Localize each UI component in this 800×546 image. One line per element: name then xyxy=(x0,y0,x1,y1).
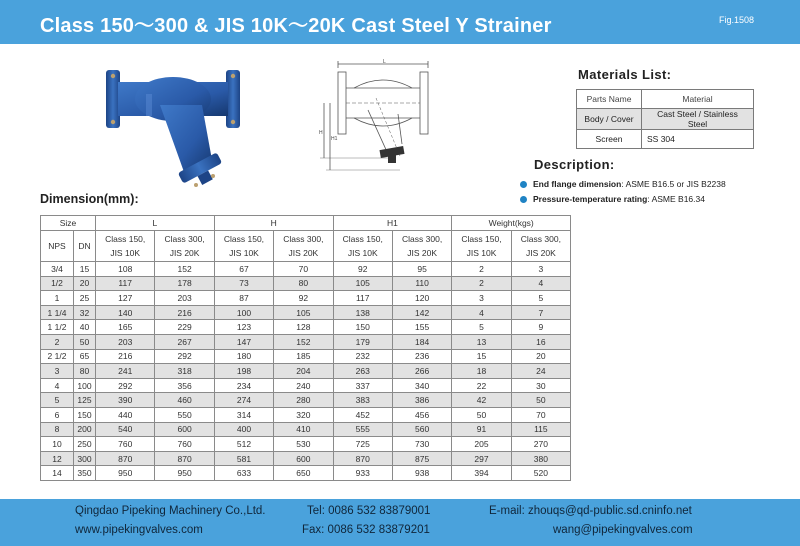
column-header: DN xyxy=(74,231,96,262)
table-cell: 50 xyxy=(511,393,570,408)
table-cell: 581 xyxy=(214,451,273,466)
table-cell: 203 xyxy=(96,334,155,349)
column-header: NPS xyxy=(41,231,74,262)
table-row xyxy=(41,349,571,364)
table-cell: 520 xyxy=(511,466,570,481)
table-row xyxy=(41,262,571,277)
table-cell: 42 xyxy=(452,393,511,408)
table-row xyxy=(41,334,571,349)
table-cell: 5 xyxy=(452,320,511,335)
dimensions-group-row xyxy=(41,216,571,231)
header-banner xyxy=(0,0,800,44)
materials-header-parts: Parts Name xyxy=(577,90,642,109)
table-cell: 1 xyxy=(41,291,74,306)
table-cell: 15 xyxy=(74,262,96,277)
column-header: Class 150, JIS 10K xyxy=(333,231,392,262)
table-cell: 200 xyxy=(74,422,96,437)
table-cell: 9 xyxy=(511,320,570,335)
table-row xyxy=(41,276,571,291)
page-title: Class 150～300 & JIS 10K～20K Cast Steel Y Strainer xyxy=(40,15,552,37)
table-cell: 560 xyxy=(392,422,451,437)
table-cell: 184 xyxy=(392,334,451,349)
table-cell: 267 xyxy=(155,334,214,349)
table-cell: 274 xyxy=(214,393,273,408)
email-primary[interactable]: E-mail: zhouqs@qd-public.sd.cninfo.net xyxy=(489,505,692,517)
table-cell: 337 xyxy=(333,378,392,393)
table-cell: 128 xyxy=(274,320,333,335)
table-row xyxy=(41,437,571,452)
table-cell: 870 xyxy=(333,451,392,466)
table-cell: 117 xyxy=(333,291,392,306)
website-link[interactable]: www.pipekingvalves.com xyxy=(75,524,203,536)
y-strainer-drawing xyxy=(310,58,450,188)
column-header: Class 150, JIS 10K xyxy=(96,231,155,262)
table-cell: 1 1/2 xyxy=(41,320,74,335)
table-cell: 87 xyxy=(214,291,273,306)
table-cell: 152 xyxy=(155,262,214,277)
table-cell: 138 xyxy=(333,305,392,320)
table-cell: 205 xyxy=(452,437,511,452)
bullet-icon xyxy=(520,181,527,188)
table-cell: 73 xyxy=(214,276,273,291)
table-cell: 25 xyxy=(74,291,96,306)
column-header: Class 300, JIS 20K xyxy=(511,231,570,262)
table-cell: 120 xyxy=(392,291,451,306)
figure-number: Fig.1508 xyxy=(718,15,754,25)
table-cell: 3/4 xyxy=(41,262,74,277)
table-row xyxy=(41,407,571,422)
table-cell: 512 xyxy=(214,437,273,452)
table-cell: 70 xyxy=(274,262,333,277)
group-header-l: L xyxy=(96,216,215,231)
table-cell: 550 xyxy=(155,407,214,422)
table-cell: 600 xyxy=(274,451,333,466)
footer-banner xyxy=(0,499,800,546)
column-header: Class 150, JIS 10K xyxy=(452,231,511,262)
table-cell: 13 xyxy=(452,334,511,349)
group-header-size: Size xyxy=(41,216,96,231)
table-cell: 540 xyxy=(96,422,155,437)
table-cell: 108 xyxy=(96,262,155,277)
table-cell: 292 xyxy=(155,349,214,364)
table-cell: 80 xyxy=(74,364,96,379)
table-cell: 452 xyxy=(333,407,392,422)
materials-header-material: Material xyxy=(642,90,754,109)
table-cell: 117 xyxy=(96,276,155,291)
table-cell: 297 xyxy=(452,451,511,466)
materials-cell: Screen xyxy=(577,130,642,149)
column-header: Class 300, JIS 20K xyxy=(155,231,214,262)
table-cell: 292 xyxy=(96,378,155,393)
description-label: Pressure-temperature rating xyxy=(533,194,648,204)
table-cell: 241 xyxy=(96,364,155,379)
table-cell: 178 xyxy=(155,276,214,291)
description-value: : ASME B16.34 xyxy=(647,194,705,204)
dimensions-body xyxy=(41,262,571,481)
table-cell: 2 xyxy=(452,262,511,277)
materials-cell: Cast Steel / Stainless Steel xyxy=(642,109,754,130)
table-cell: 390 xyxy=(96,393,155,408)
table-cell: 123 xyxy=(214,320,273,335)
table-cell: 950 xyxy=(96,466,155,481)
table-cell: 10 xyxy=(41,437,74,452)
dimensions-subheader-row xyxy=(41,231,571,262)
table-cell: 14 xyxy=(41,466,74,481)
table-cell: 100 xyxy=(214,305,273,320)
table-row xyxy=(41,422,571,437)
table-cell: 4 xyxy=(41,378,74,393)
table-cell: 110 xyxy=(392,276,451,291)
bullet-icon xyxy=(520,196,527,203)
table-cell: 240 xyxy=(274,378,333,393)
description-label: End flange dimension xyxy=(533,179,622,189)
table-cell: 216 xyxy=(155,305,214,320)
table-cell: 600 xyxy=(155,422,214,437)
table-cell: 67 xyxy=(214,262,273,277)
table-cell: 350 xyxy=(74,466,96,481)
table-cell: 216 xyxy=(96,349,155,364)
group-header-weight: Weight(kgs) xyxy=(452,216,571,231)
table-row xyxy=(41,320,571,335)
table-cell: 5 xyxy=(511,291,570,306)
description-heading: Description: xyxy=(534,157,615,172)
table-cell: 320 xyxy=(274,407,333,422)
table-cell: 150 xyxy=(74,407,96,422)
table-cell: 30 xyxy=(511,378,570,393)
table-cell: 5 xyxy=(41,393,74,408)
table-cell: 870 xyxy=(155,451,214,466)
table-cell: 234 xyxy=(214,378,273,393)
table-cell: 1 1/4 xyxy=(41,305,74,320)
table-cell: 875 xyxy=(392,451,451,466)
table-cell: 555 xyxy=(333,422,392,437)
table-cell: 150 xyxy=(333,320,392,335)
table-cell: 165 xyxy=(96,320,155,335)
table-cell: 725 xyxy=(333,437,392,452)
table-cell: 760 xyxy=(155,437,214,452)
group-header-h: H xyxy=(214,216,333,231)
table-cell: 4 xyxy=(511,276,570,291)
table-row xyxy=(41,378,571,393)
table-cell: 380 xyxy=(511,451,570,466)
table-cell: 152 xyxy=(274,334,333,349)
table-cell: 70 xyxy=(511,407,570,422)
table-cell: 460 xyxy=(155,393,214,408)
table-cell: 2 1/2 xyxy=(41,349,74,364)
table-cell: 105 xyxy=(274,305,333,320)
company-name: Qingdao Pipeking Machinery Co.,Ltd. xyxy=(75,505,266,517)
table-row xyxy=(41,393,571,408)
materials-row xyxy=(577,109,754,130)
table-cell: 950 xyxy=(155,466,214,481)
table-cell: 263 xyxy=(333,364,392,379)
table-cell: 3 xyxy=(41,364,74,379)
table-row xyxy=(41,305,571,320)
table-cell: 92 xyxy=(333,262,392,277)
table-cell: 50 xyxy=(452,407,511,422)
table-cell: 2 xyxy=(41,334,74,349)
table-cell: 410 xyxy=(274,422,333,437)
table-cell: 314 xyxy=(214,407,273,422)
table-cell: 870 xyxy=(96,451,155,466)
table-cell: 15 xyxy=(452,349,511,364)
column-header: Class 150, JIS 10K xyxy=(214,231,273,262)
table-cell: 105 xyxy=(333,276,392,291)
materials-cell: SS 304 xyxy=(642,130,754,149)
table-cell: 250 xyxy=(74,437,96,452)
table-cell: 22 xyxy=(452,378,511,393)
fax: Fax: 0086 532 83879201 xyxy=(302,524,430,536)
table-cell: 203 xyxy=(155,291,214,306)
table-cell: 386 xyxy=(392,393,451,408)
table-cell: 185 xyxy=(274,349,333,364)
table-cell: 140 xyxy=(96,305,155,320)
table-row xyxy=(41,451,571,466)
table-cell: 95 xyxy=(392,262,451,277)
materials-row xyxy=(577,130,754,149)
table-cell: 20 xyxy=(511,349,570,364)
table-cell: 147 xyxy=(214,334,273,349)
table-cell: 2 xyxy=(452,276,511,291)
table-cell: 383 xyxy=(333,393,392,408)
table-cell: 650 xyxy=(274,466,333,481)
table-cell: 266 xyxy=(392,364,451,379)
email-secondary[interactable]: wang@pipekingvalves.com xyxy=(553,524,693,536)
table-cell: 300 xyxy=(74,451,96,466)
drawing-label-h1: H1 xyxy=(331,136,338,142)
table-cell: 20 xyxy=(74,276,96,291)
description-value: : ASME B16.5 or JIS B2238 xyxy=(621,179,726,189)
table-row xyxy=(41,364,571,379)
materials-cell: Body / Cover xyxy=(577,109,642,130)
table-cell: 938 xyxy=(392,466,451,481)
table-cell: 356 xyxy=(155,378,214,393)
table-row xyxy=(41,466,571,481)
table-cell: 229 xyxy=(155,320,214,335)
table-cell: 318 xyxy=(155,364,214,379)
table-cell: 236 xyxy=(392,349,451,364)
drawing-label-l: L xyxy=(383,59,386,65)
table-cell: 125 xyxy=(74,393,96,408)
table-cell: 50 xyxy=(74,334,96,349)
description-item xyxy=(520,194,705,204)
table-cell: 3 xyxy=(452,291,511,306)
table-cell: 92 xyxy=(274,291,333,306)
dimensions-table xyxy=(40,215,571,481)
table-cell: 16 xyxy=(511,334,570,349)
table-cell: 400 xyxy=(214,422,273,437)
y-strainer-photo xyxy=(100,60,250,195)
dimensions-heading: Dimension(mm): xyxy=(40,192,139,206)
table-cell: 6 xyxy=(41,407,74,422)
table-cell: 80 xyxy=(274,276,333,291)
table-cell: 340 xyxy=(392,378,451,393)
table-cell: 12 xyxy=(41,451,74,466)
table-cell: 440 xyxy=(96,407,155,422)
table-cell: 530 xyxy=(274,437,333,452)
table-cell: 270 xyxy=(511,437,570,452)
table-cell: 91 xyxy=(452,422,511,437)
table-cell: 180 xyxy=(214,349,273,364)
table-cell: 232 xyxy=(333,349,392,364)
table-cell: 730 xyxy=(392,437,451,452)
table-cell: 179 xyxy=(333,334,392,349)
column-header: Class 300, JIS 20K xyxy=(392,231,451,262)
table-cell: 394 xyxy=(452,466,511,481)
table-cell: 280 xyxy=(274,393,333,408)
materials-table xyxy=(576,89,754,149)
group-header-h1: H1 xyxy=(333,216,452,231)
materials-header-row xyxy=(577,90,754,109)
table-cell: 7 xyxy=(511,305,570,320)
table-cell: 3 xyxy=(511,262,570,277)
table-cell: 933 xyxy=(333,466,392,481)
column-header: Class 300, JIS 20K xyxy=(274,231,333,262)
table-cell: 100 xyxy=(74,378,96,393)
table-cell: 32 xyxy=(74,305,96,320)
drawing-label-h: H xyxy=(319,130,323,136)
table-cell: 760 xyxy=(96,437,155,452)
table-cell: 633 xyxy=(214,466,273,481)
description-item xyxy=(520,179,726,189)
table-cell: 198 xyxy=(214,364,273,379)
table-cell: 4 xyxy=(452,305,511,320)
table-cell: 65 xyxy=(74,349,96,364)
table-row xyxy=(41,291,571,306)
table-cell: 456 xyxy=(392,407,451,422)
table-cell: 18 xyxy=(452,364,511,379)
table-cell: 1/2 xyxy=(41,276,74,291)
materials-heading: Materials List: xyxy=(578,67,672,82)
table-cell: 40 xyxy=(74,320,96,335)
table-cell: 24 xyxy=(511,364,570,379)
table-cell: 127 xyxy=(96,291,155,306)
table-cell: 155 xyxy=(392,320,451,335)
table-cell: 204 xyxy=(274,364,333,379)
telephone: Tel: 0086 532 83879001 xyxy=(307,505,431,517)
table-cell: 115 xyxy=(511,422,570,437)
table-cell: 8 xyxy=(41,422,74,437)
table-cell: 142 xyxy=(392,305,451,320)
